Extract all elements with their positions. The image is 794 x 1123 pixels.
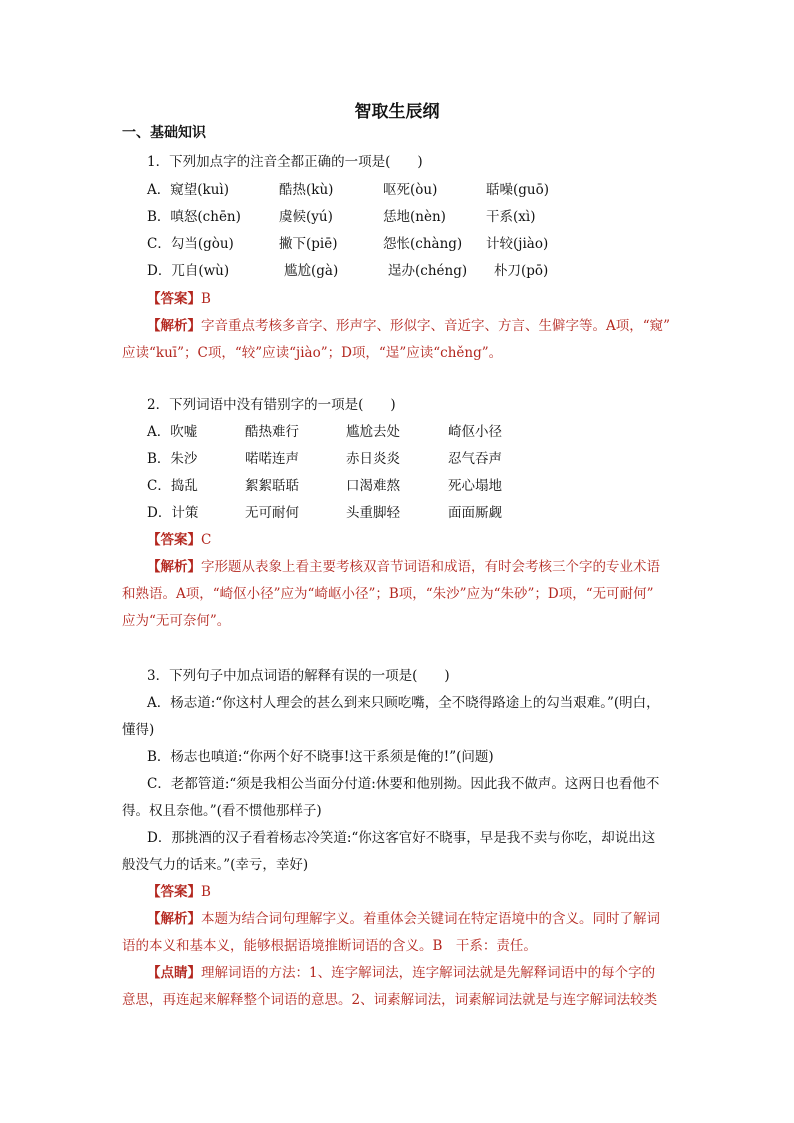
answer-value: C: [201, 532, 212, 548]
section-heading: 一、基础知识: [122, 125, 206, 141]
q2-analysis-line-3: 应为“无可奈何”。: [122, 613, 231, 629]
q2-option-c-item-3: 口渴难熬: [346, 478, 400, 494]
q3-option-c-line-1: C．老都管道:“须是我相公当面分付道:休要和他别拗。因此我不做声。这两日也看他不: [147, 776, 660, 792]
q1-option-c-item-3: 怨怅(chàng): [383, 236, 463, 252]
q1-option-b-item-4: 干系(xì): [486, 209, 536, 225]
tip-text: 理解词语的方法：1、连字解词法，连字解词法就是先解释词语中的每个字的: [201, 965, 656, 981]
q2-option-c-item-1: C．捣乱: [147, 478, 198, 494]
q1-option-a-item-2: 酷热(kù): [279, 182, 334, 198]
q3-option-a-line-2: 懂得): [122, 722, 155, 738]
q2-option-b-item-1: B．朱沙: [147, 451, 198, 467]
q1-option-d-item-4: 朴刀(pō): [494, 263, 549, 279]
q2-answer: [147, 528, 211, 548]
analysis-text: 字音重点考核多音字、形声字、形似字、音近字、方言、生僻字等。A项，“窥”: [201, 318, 671, 334]
q2-option-c-item-4: 死心塌地: [448, 478, 502, 494]
question-2-stem: 2．下列词语中没有错别字的一项是( ): [147, 397, 396, 413]
q2-option-a-item-4: 崎伛小径: [448, 424, 502, 440]
q3-answer: [147, 880, 211, 900]
question-1-stem: 1．下列加点字的注音全都正确的一项是( ): [147, 154, 423, 170]
q2-option-b-item-3: 赤日炎炎: [346, 451, 400, 467]
answer-tag: 【答案】: [147, 291, 201, 307]
q2-option-d-item-4: 面面厮觑: [448, 505, 502, 521]
q2-analysis-line-1: [147, 555, 660, 575]
question-3-stem: 3．下列句子中加点词语的解释有误的一项是( ): [147, 668, 450, 684]
q1-option-c-item-4: 计较(jiào): [486, 236, 549, 252]
q2-option-a-item-3: 尴尬去处: [346, 424, 400, 440]
q3-option-a-line-1: A．杨志道:“你这村人理会的甚么到来只顾吃嘴，全不晓得路途上的勾当艰难。”(明白，: [147, 695, 660, 711]
q1-option-a-item-1: A．窥望(kuì): [147, 182, 229, 198]
q1-option-c-item-1: C．勾当(gòu): [147, 236, 234, 252]
q2-analysis-line-2: 和熟语。A项，“崎伛小径”应为“崎岖小径”；B项，“朱沙”应为“朱砂”；D项，“无可耐何”: [122, 586, 654, 602]
q2-option-d-item-2: 无可耐何: [245, 505, 299, 521]
q3-analysis-line-1: [147, 907, 660, 927]
answer-value: B: [201, 291, 211, 307]
q1-analysis-line-2: 应读“kuī”；C项，“较”应读“jiào”；D项，“逞”应读“chěng”。: [122, 345, 503, 361]
q1-answer: [147, 287, 211, 307]
answer-value: B: [201, 884, 211, 900]
q1-option-d-item-2: 尴尬(gà): [284, 263, 339, 279]
q3-tip-line-1: [147, 961, 655, 981]
q1-analysis-line-1: [147, 314, 670, 334]
q3-option-d-line-2: 般没气力的话来。”(幸亏，幸好): [122, 857, 309, 873]
q2-option-b-item-4: 忍气吞声: [448, 451, 502, 467]
answer-tag: 【答案】: [147, 884, 201, 900]
q1-option-b-item-1: B．嗔怒(chēn): [147, 209, 241, 225]
q3-option-d-line-1: D．那挑酒的汉子看着杨志冷笑道:“你这客官好不晓事，早是我不卖与你吃，却说出这: [147, 830, 656, 846]
q2-option-c-item-2: 絮絮聒聒: [245, 478, 299, 494]
q1-option-c-item-2: 撇下(piē): [279, 236, 338, 252]
analysis-text: 字形题从表象上看主要考核双音节词语和成语，有时会考核三个字的专业术语: [201, 559, 660, 575]
q2-option-a-item-1: A．吹嘘: [147, 424, 198, 440]
analysis-tag: 【解析】: [147, 559, 201, 575]
answer-tag: 【答案】: [147, 532, 201, 548]
tip-tag: 【点睛】: [147, 965, 201, 981]
q1-option-b-item-2: 虞候(yú): [279, 209, 333, 225]
q1-option-d-item-1: D．兀自(wù): [147, 263, 230, 279]
analysis-tag: 【解析】: [147, 911, 201, 927]
q1-option-d-item-3: 逞办(chéng): [388, 263, 468, 279]
q1-option-a-item-3: 呕死(òu): [383, 182, 438, 198]
q1-option-a-item-4: 聒噪(guō): [486, 182, 549, 198]
q1-option-b-item-3: 恁地(nèn): [383, 209, 446, 225]
q3-tip-line-2: 意思，再连起来解释整个词语的意思。2、词素解词法，词素解词法就是与连字解词法较类: [122, 992, 658, 1008]
q2-option-d-item-1: D．计策: [147, 505, 199, 521]
q3-analysis-line-2: 语的本义和基本义，能够根据语境推断词语的含义。B 干系：责任。: [122, 938, 537, 954]
q3-option-b: B．杨志也嗔道:“你两个好不晓事!这干系须是俺的!”(问题): [147, 749, 494, 765]
q2-option-b-item-2: 喏喏连声: [245, 451, 299, 467]
q3-option-c-line-2: 得。权且奈他。”(看不惯他那样子): [122, 803, 322, 819]
analysis-text: 本题为结合词句理解字义。着重体会关键词在特定语境中的含义。同时了解词: [201, 911, 660, 927]
q2-option-d-item-3: 头重脚轻: [346, 505, 400, 521]
q2-option-a-item-2: 酷热难行: [245, 424, 299, 440]
page-title: 智取生辰纲: [354, 102, 440, 122]
analysis-tag: 【解析】: [147, 318, 201, 334]
